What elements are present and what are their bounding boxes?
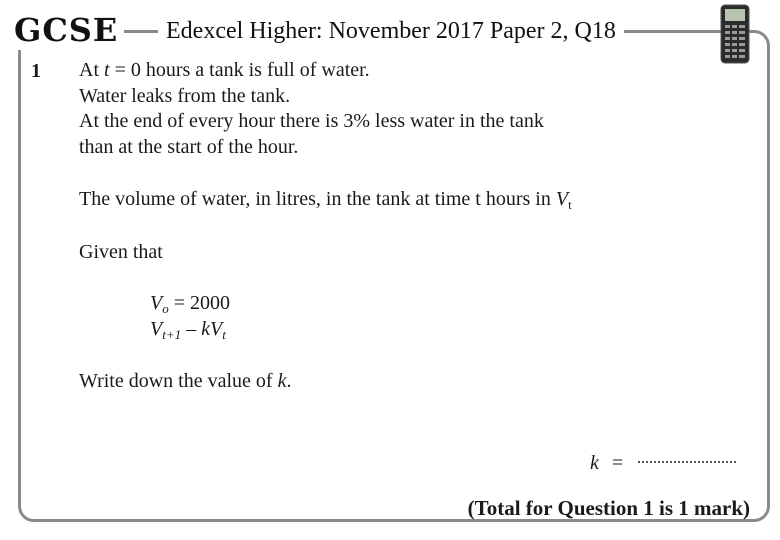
volume-statement: The volume of water, in litres, in the tank at time t hours in $V_t$	[79, 188, 572, 212]
gcse-logo: GCSE	[14, 10, 124, 50]
equation-recurrence: $V_{t+1} - kV_t$	[150, 318, 226, 342]
total-marks: (Total for Question 1 is 1 mark)	[467, 496, 750, 520]
task-text: Write down the value of k.	[79, 370, 292, 392]
answer-line[interactable]: k =	[590, 450, 736, 476]
intro-line-1: At t = 0 hours a tank is full of water.	[79, 59, 370, 81]
page-title: Edexcel Higher: November 2017 Paper 2, Q18	[158, 16, 624, 46]
answer-blank[interactable]	[638, 461, 736, 463]
intro-line-2: Water leaks from the tank.	[79, 85, 291, 107]
intro-line-3: At the end of every hour there is 3% less water in the tank	[79, 110, 544, 132]
given-text: Given that	[79, 241, 163, 263]
intro-line-4: than at the start of the hour.	[79, 136, 299, 158]
equation-initial: $V_o = 2000$	[150, 292, 230, 316]
question-number: 1	[31, 60, 41, 82]
calculator-icon	[720, 4, 750, 64]
